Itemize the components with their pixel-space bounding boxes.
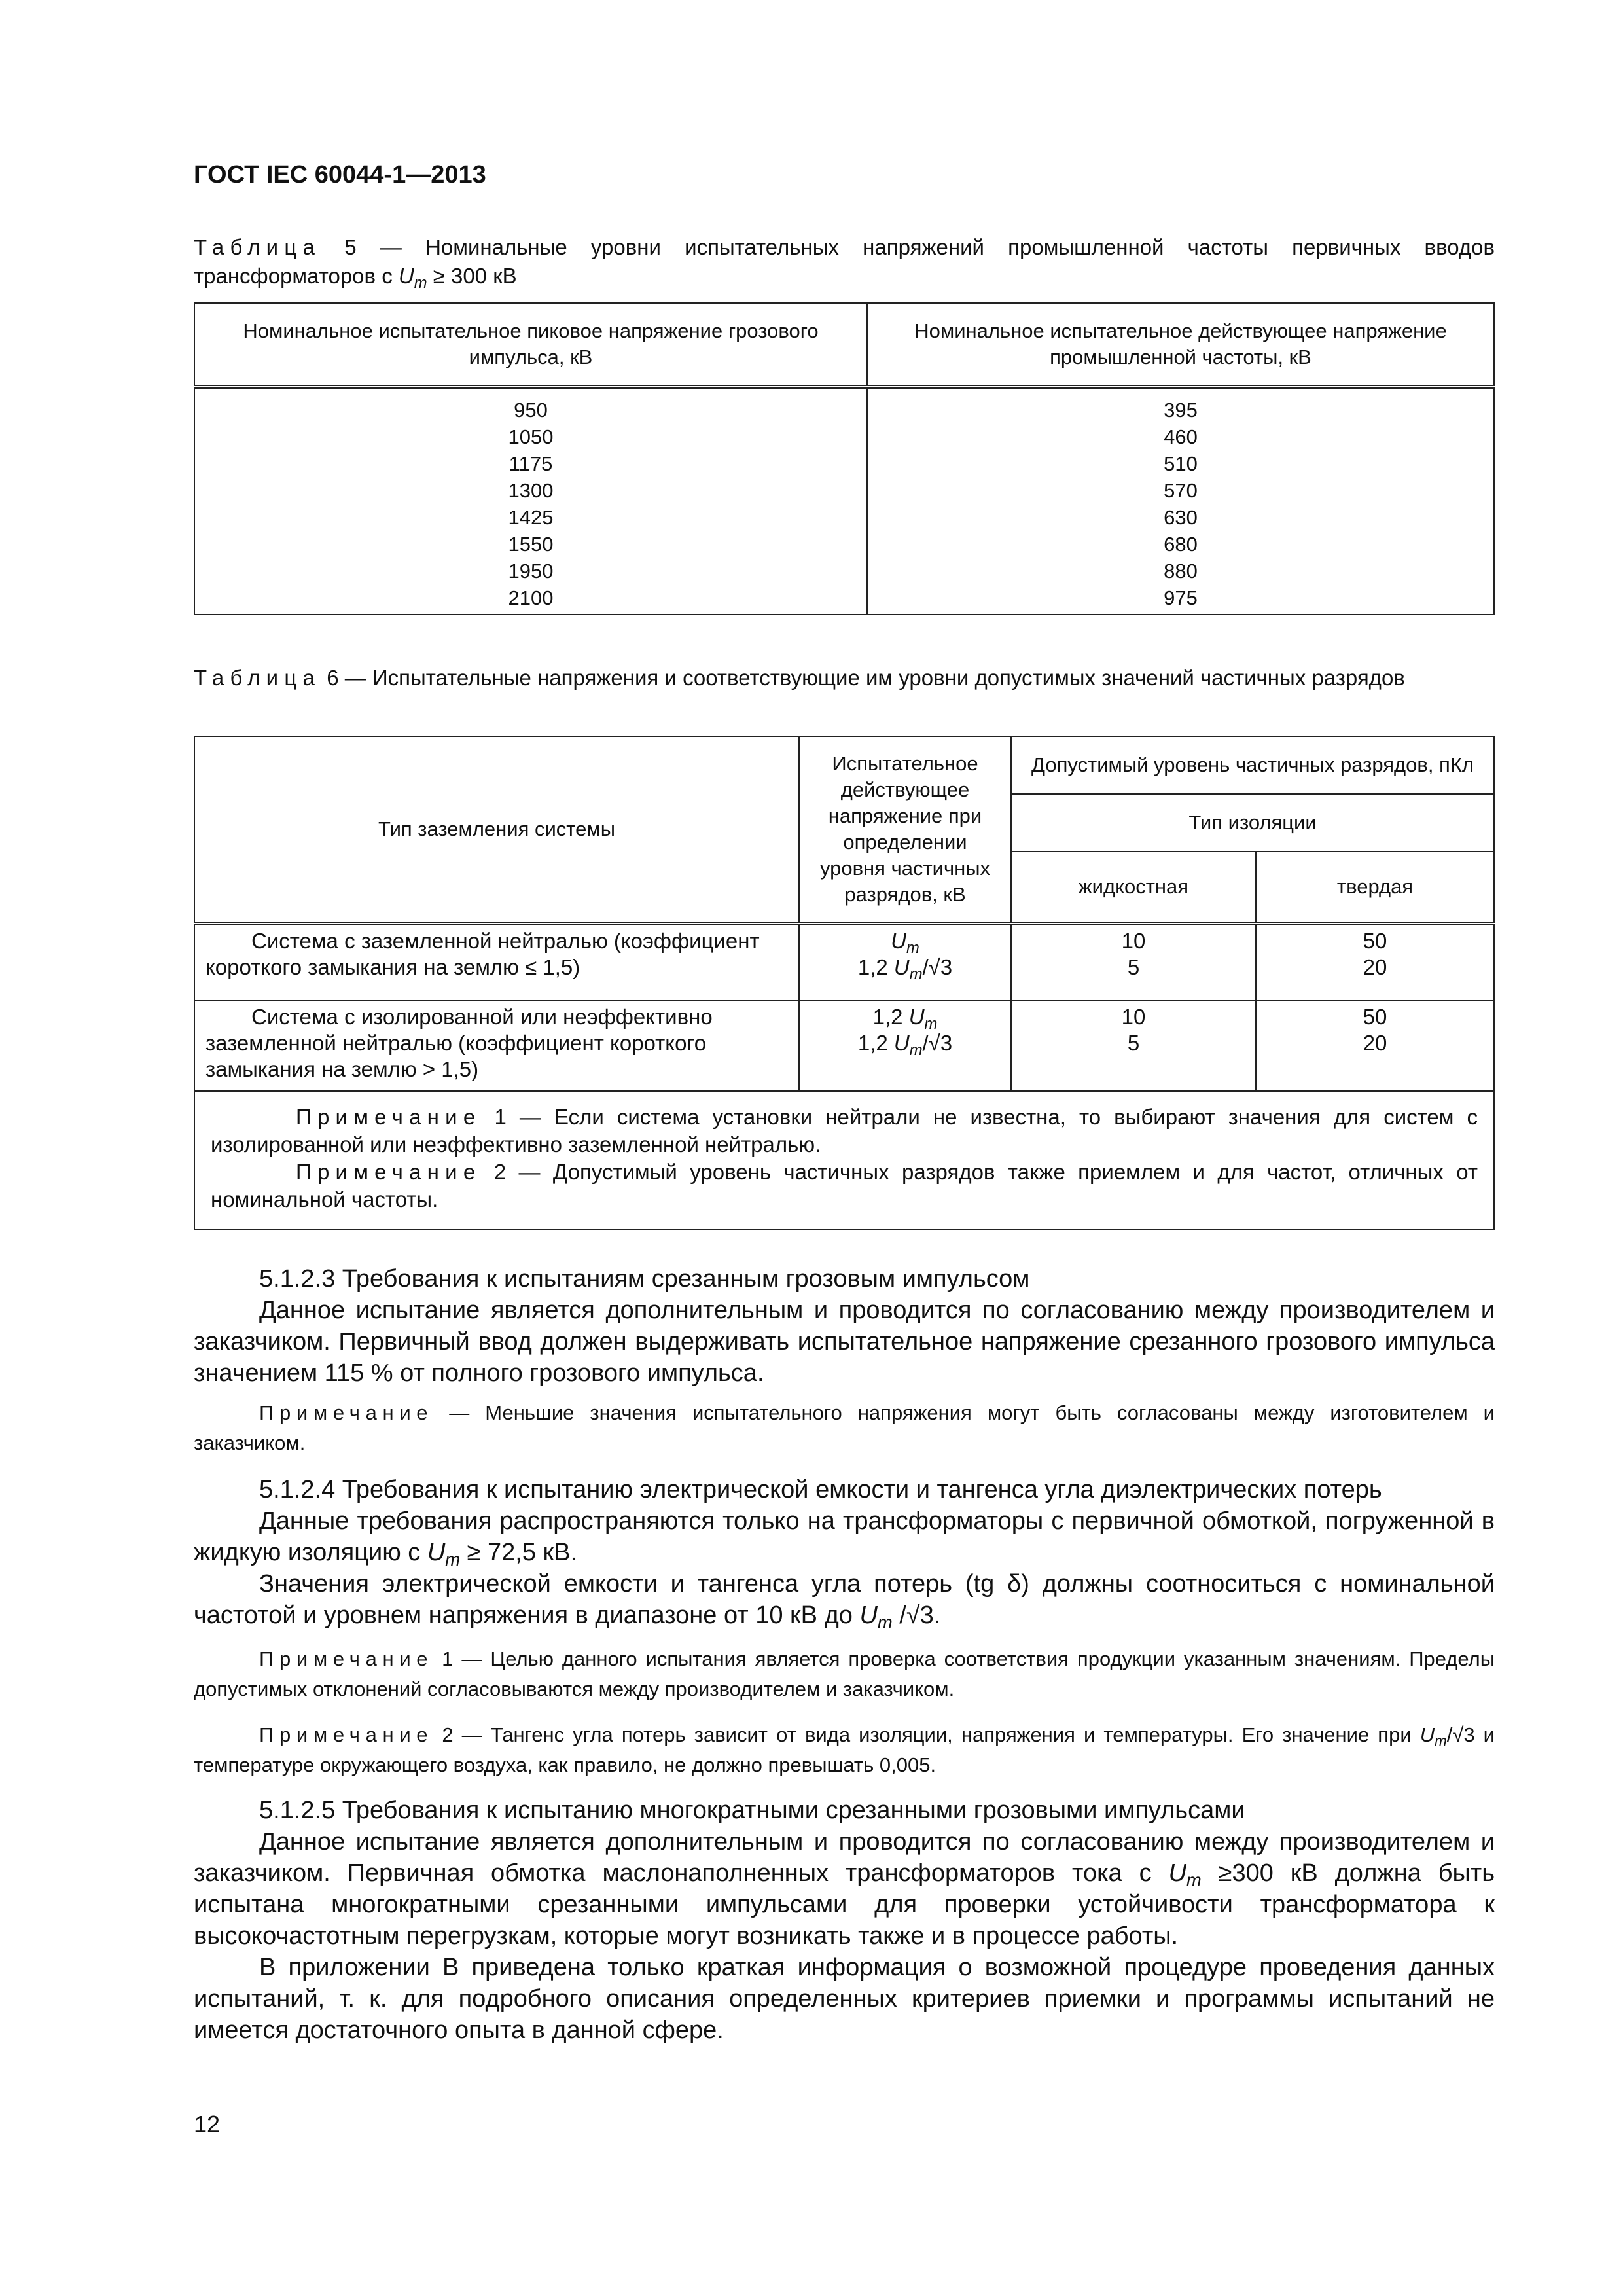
section-body: Данное испытание является дополнительным и проводится по согласованию между производителем и заказчиком. Первичный ввод должен выдерживать испытательное напряжение срезанного грозового импульса значением 115 % от полного грозового импульса. bbox=[194, 1297, 1495, 1387]
section-heading: 5.1.2.5 Требования к испытанию многократными срезанными грозовыми импульсами bbox=[259, 1797, 1245, 1824]
table6-row2-liquid bbox=[1011, 1001, 1256, 1091]
table5-cell: 680 bbox=[1164, 533, 1198, 556]
var-m: m bbox=[909, 1041, 923, 1060]
section-paragraph-2 bbox=[194, 1568, 1495, 1631]
table6-cell: 20 bbox=[1363, 955, 1387, 979]
table6-note-1 bbox=[211, 1103, 1478, 1158]
var-u: U bbox=[427, 1539, 446, 1566]
table6-note-2 bbox=[211, 1158, 1478, 1213]
table5-cell: 950 bbox=[514, 399, 548, 422]
table6-row2-voltage bbox=[799, 1001, 1011, 1091]
var-u: U bbox=[908, 1005, 925, 1029]
var-u: U bbox=[859, 1602, 878, 1629]
table5 bbox=[194, 302, 1495, 615]
section-5-1-2-4 bbox=[194, 1474, 1495, 1631]
var-m: m bbox=[445, 1549, 461, 1570]
table6-header-test-voltage: Испытательное действующее напряжение при определении уровня частичных разрядов, кВ bbox=[799, 736, 1011, 924]
table6 bbox=[194, 736, 1495, 1230]
table6-row2-system: Система с изолированной или неэффективно заземленной нейтралью (коэффициент короткого замыкания на землю > 1,5) bbox=[194, 1001, 799, 1091]
var-u: U bbox=[891, 929, 907, 953]
section-paragraph-2: В приложении В приведена только краткая информация о возможной процедуре проведения данных испытаний, т. к. для подробного описания определенных критериев приемки и программы испытаний не имеется достаточного опыта в данной сфере. bbox=[194, 1954, 1495, 2044]
voltage-suffix: /√3 bbox=[922, 1031, 953, 1055]
table5-caption bbox=[194, 233, 1495, 291]
paragraph-text: ≥300 кВ должна быть испытана многократными срезанными импульсами для проверки устойчивости трансформатора к высокочастотным перегрузкам, которые могут возникать также и в процессе работы. bbox=[194, 1859, 1495, 1950]
table5-header-impulse: Номинальное испытательное пиковое напряжение грозового импульса, кВ bbox=[194, 303, 867, 387]
var-m: m bbox=[924, 1015, 938, 1033]
table5-cell: 975 bbox=[1164, 586, 1198, 609]
paragraph-text: /√3. bbox=[892, 1602, 941, 1629]
table6-caption bbox=[194, 664, 1495, 692]
var-m: m bbox=[909, 965, 923, 984]
note-label: Примечание bbox=[296, 1160, 482, 1184]
document-code: ГОСТ IEC 60044-1—2013 bbox=[194, 161, 486, 188]
table6-row1-voltage bbox=[799, 924, 1011, 1001]
table5-cell: 460 bbox=[1164, 425, 1198, 448]
var-m: m bbox=[877, 1612, 893, 1633]
table5-cell: 395 bbox=[1164, 399, 1198, 422]
table6-cell: 50 bbox=[1363, 1005, 1387, 1029]
table6-cell: 10 bbox=[1121, 929, 1146, 953]
note-label: Примечание bbox=[259, 1723, 434, 1746]
voltage-prefix: 1,2 bbox=[857, 955, 894, 979]
var-m: m bbox=[1186, 1870, 1202, 1891]
var-m: m bbox=[1435, 1732, 1447, 1749]
note-text: 1 — Целью данного испытания является проверка соответствия продукции указанным значениям. Пределы допустимых отклонений согласовываются между производителем и заказчиком. bbox=[194, 1647, 1495, 1700]
section-5-1-2-5 bbox=[194, 1795, 1495, 2046]
section-heading: 5.1.2.3 Требования к испытаниям срезанным грозовым импульсом bbox=[259, 1265, 1030, 1293]
table6-cell: 50 bbox=[1363, 929, 1387, 953]
note-text: 2 — Тангенс угла потерь зависит от вида изоляции, напряжения и температуры. Его значение при bbox=[433, 1723, 1420, 1746]
voltage-suffix: /√3 bbox=[922, 955, 953, 979]
var-u: U bbox=[398, 264, 414, 288]
table6-header-liquid: жидкостная bbox=[1011, 852, 1256, 924]
table5-caption-tail: ≥ 300 кВ bbox=[427, 264, 517, 288]
voltage-prefix: 1,2 bbox=[872, 1005, 909, 1029]
voltage-prefix: 1,2 bbox=[857, 1031, 894, 1055]
table6-cell: 10 bbox=[1121, 1005, 1146, 1029]
note-label: Примечание bbox=[259, 1647, 434, 1670]
table6-header-pd-level: Допустимый уровень частичных разрядов, пКл bbox=[1011, 736, 1494, 794]
table5-cell: 1050 bbox=[508, 425, 554, 448]
table6-header-grounding: Тип заземления системы bbox=[194, 736, 799, 924]
table6-caption-number: 6 bbox=[327, 666, 339, 690]
note-text: /√3 и температуре окружающего воздуха, как правило, не должно превышать 0,005. bbox=[194, 1723, 1495, 1776]
paragraph-text: Данное испытание является дополнительным и проводится по согласованию между производителем и заказчиком. Первичная обмотка маслонаполненных трансформаторов тока с bbox=[194, 1828, 1495, 1887]
table5-cell: 2100 bbox=[508, 586, 554, 609]
table5-header-power-frequency: Номинальное испытательное действующее напряжение промышленной частоты, кВ bbox=[867, 303, 1494, 387]
table5-cell: 570 bbox=[1164, 479, 1198, 502]
var-u: U bbox=[1419, 1723, 1435, 1746]
var-m: m bbox=[906, 939, 919, 958]
table5-cell: 1425 bbox=[508, 506, 554, 529]
paragraph-text: Значения электрической емкости и тангенса угла потерь (tg δ) должны соотноситься с номинальной частотой и уровнем напряжения в диапазоне от 10 кВ до bbox=[194, 1570, 1495, 1629]
table5-col-power-frequency bbox=[867, 387, 1494, 615]
table6-row2-solid bbox=[1256, 1001, 1494, 1091]
paragraph-text: Данные требования распространяются только на трансформаторы с первичной обмоткой, погруженной в жидкую изоляцию с bbox=[194, 1507, 1495, 1566]
table5-cell: 1550 bbox=[508, 533, 554, 556]
table6-cell: 20 bbox=[1363, 1031, 1387, 1055]
table6-caption-text: — Испытательные напряжения и соответствующие им уровни допустимых значений частичных разрядов bbox=[338, 666, 1405, 690]
var-u: U bbox=[893, 955, 910, 979]
section-5-1-2-3 bbox=[194, 1263, 1495, 1389]
table6-header-solid: твердая bbox=[1256, 852, 1494, 924]
note-label: Примечание bbox=[296, 1105, 482, 1129]
table6-row1-system: Система с заземленной нейтралью (коэффициент короткого замыкания на землю ≤ 1,5) bbox=[194, 924, 799, 1001]
var-u: U bbox=[893, 1031, 910, 1055]
table6-row1-solid bbox=[1256, 924, 1494, 1001]
table6-cell: 5 bbox=[1127, 955, 1140, 979]
table5-caption-number: 5 bbox=[344, 235, 357, 259]
var-m: m bbox=[414, 274, 427, 293]
section-paragraph-1 bbox=[194, 1826, 1495, 1952]
table5-cell: 1175 bbox=[508, 452, 553, 475]
table5-cell: 630 bbox=[1164, 506, 1198, 529]
table5-cell: 1300 bbox=[508, 479, 554, 502]
table6-notes bbox=[194, 1091, 1494, 1230]
note-label: Примечание bbox=[259, 1401, 434, 1424]
table5-caption-label: Таблица bbox=[194, 235, 321, 259]
table5-col-impulse bbox=[194, 387, 867, 615]
var-u: U bbox=[1168, 1859, 1186, 1887]
paragraph-text: ≥ 72,5 кВ. bbox=[460, 1539, 578, 1566]
table5-caption-text: — Номинальные уровни испытательных напряжений промышленной частоты первичных вводов трансформаторов с bbox=[194, 235, 1495, 288]
table6-cell: 5 bbox=[1127, 1031, 1140, 1055]
section-5-1-2-4-note-2 bbox=[194, 1720, 1495, 1780]
table5-cell: 880 bbox=[1164, 560, 1198, 583]
page-number: 12 bbox=[194, 2111, 221, 2138]
note-text: 1 — Если система установки нейтрали не известна, то выбирают значения для систем с изолированной или неэффективно заземленной нейтралью. bbox=[211, 1105, 1478, 1157]
table6-row1-liquid bbox=[1011, 924, 1256, 1001]
section-paragraph-1 bbox=[194, 1505, 1495, 1568]
note-text: — Меньшие значения испытательного напряжения могут быть согласованы между изготовителем и заказчиком. bbox=[194, 1401, 1495, 1454]
note-text: 2 — Допустимый уровень частичных разрядов также приемлем и для частот, отличных от номинальной частоты. bbox=[211, 1160, 1478, 1211]
table5-cell: 1950 bbox=[508, 560, 554, 583]
section-5-1-2-4-note-1 bbox=[194, 1644, 1495, 1704]
table5-cell: 510 bbox=[1164, 452, 1198, 475]
section-5-1-2-3-note bbox=[194, 1398, 1495, 1458]
table6-header-insulation: Тип изоляции bbox=[1011, 794, 1494, 852]
table6-caption-label: Таблица bbox=[194, 666, 321, 690]
section-heading: 5.1.2.4 Требования к испытанию электрической емкости и тангенса угла диэлектрических потерь bbox=[259, 1476, 1382, 1503]
